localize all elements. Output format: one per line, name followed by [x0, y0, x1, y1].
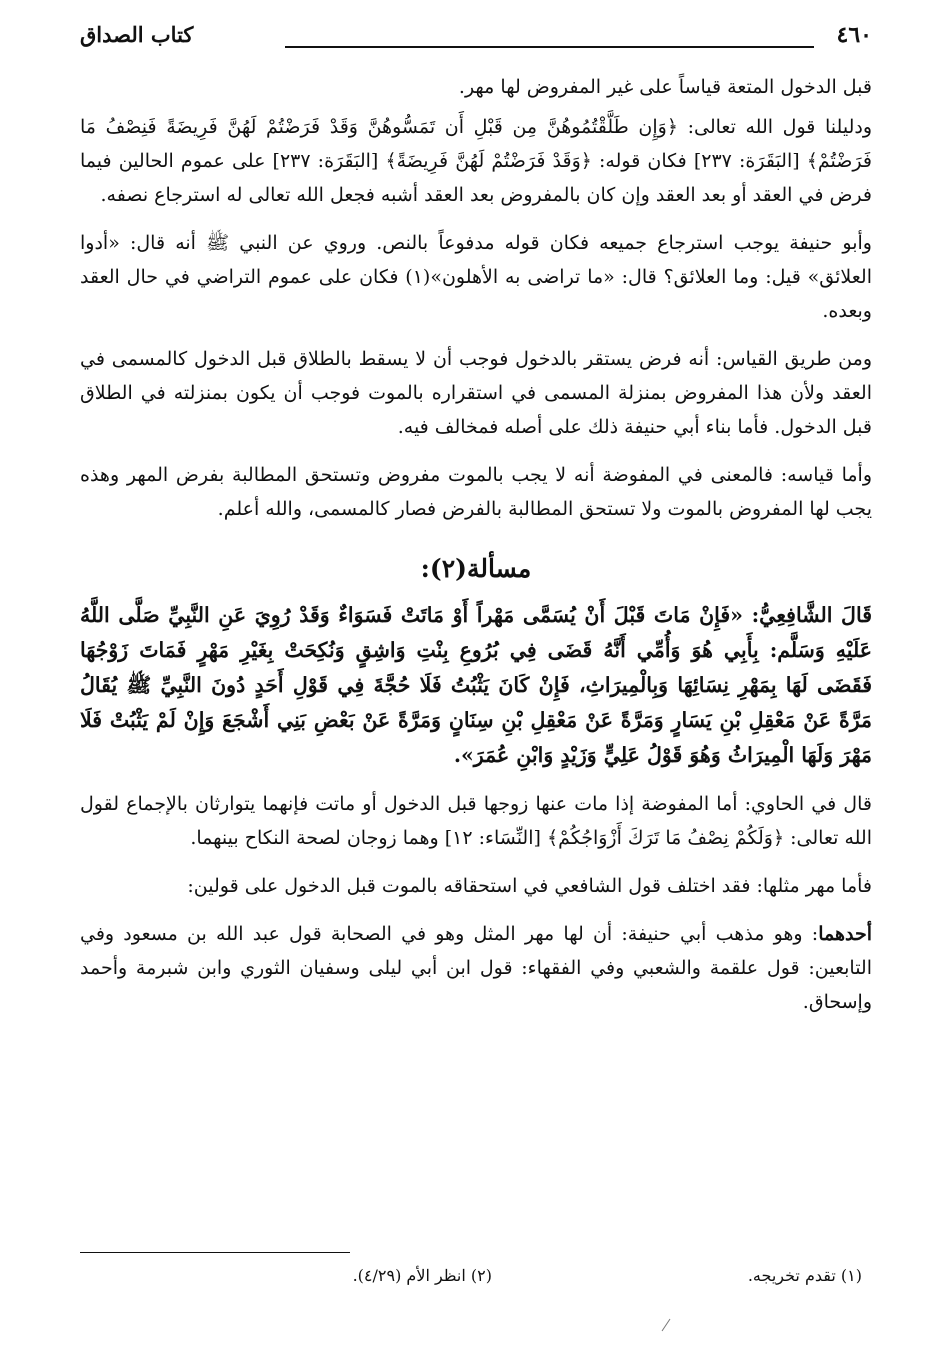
paragraph: قبل الدخول المتعة قياساً على غير المفروض لها مهر. [458, 76, 872, 98]
paragraph: وأبو حنيفة يوجب استرجاع جميعه فكان قوله مدفوعاً بالنص. وروي عن النبي ﷺ أنه قال: «أدوا العلائق» قيل: وما العلائق؟ قال: «ما تراضى به الأهلون»(١) فكان على عموم التراضي في حال العقد وبعده. [80, 232, 872, 322]
paragraph: ومن طريق القياس: أنه فرض يستقر بالدخول فوجب أن لا يسقط بالطلاق قبل الدخول كالمسمى في العقد ولأن هذا المفروض بمنزلة المسمى في استقراره بالموت فوجب أن يكون بمنزلته في الطلاق قبل الدخول. فأما بناء أبي حنيفة ذلك على أصله فمخالف فيه. [80, 348, 872, 438]
body-text [80, 70, 872, 1025]
paragraph-lead: أحدهما [818, 923, 873, 945]
header-rule [285, 46, 814, 48]
paragraph: ودليلنا قول الله تعالى: ﴿وَإِن طَلَّقْتُمُوهُنَّ مِن قَبْلِ أَن تَمَسُّوهُنَّ وَقَدْ فَرَضْتُمْ لَهُنَّ فَرِيضَةً فَنِصْفُ مَا فَرَضْتُمْ﴾ [البَقَرَة: ٢٣٧] فكان قوله: ﴿وَقَدْ فَرَضْتُمْ لَهُنَّ فَرِيضَةً﴾ [البَقَرَة: ٢٣٧] على عموم الحالين فيما فرض في العقد أو بعد العقد وإن كان بالمفروض بعد العقد أشبه فجعل الله تعالى له استرجاع نصفه. [80, 116, 872, 206]
section-heading: مسألة(٢): [420, 554, 532, 583]
paragraph-rest: : وهو مذهب أبي حنيفة: أن لها مهر المثل وهو في الصحابة قول عبد الله بن مسعود وفي التابعين: قول علقمة والشعبي وفي الفقهاء: قول ابن أبي ليلى وسفيان الثوري وابن شبرمة وأحمد وإسحاق. [80, 923, 872, 1013]
running-title: كتاب الصداق [80, 22, 194, 47]
page-number: ٤٦٠ [836, 22, 872, 48]
footnote-rule [80, 1252, 350, 1253]
stray-mark [660, 1318, 672, 1332]
paragraph: فأما مهر مثلها: فقد اختلف قول الشافعي في استحقاقه بالموت قبل الدخول على قولين: [187, 875, 872, 897]
footnote-2: (٢) انظر الأم (٤/٢٩). [352, 1266, 492, 1285]
page-header [80, 22, 872, 56]
footnote-1: (١) تقدم تخريجه. [747, 1266, 862, 1285]
mukhtasar-text: قَالَ الشَّافِعِيُّ: «فَإِنْ مَاتَ قَبْلَ أَنْ يُسَمَّى مَهْراً أَوْ مَاتَتْ فَسَوَاءٌ وَقَدْ رُوِيَ عَنِ النَّبِيِّ صَلَّى اللَّهُ عَلَيْهِ وَسَلَّم: بِأَبِي هُوَ وَأُمِّي أَنَّهُ قَضَى فِي بُرُوعِ بِنْتِ وَاشِقٍ وَنُكِحَتْ بِغَيْرِ مَهْرٍ فَمَاتَ زَوْجُهَا فَقَضَى لَهَا بِمَهْرِ نِسَائِهَا وَبِالْمِيرَاثِ، فَإِنْ كَانَ يَثْبُتُ فَلَا حُجَّةَ فِي قَوْلِ أَحَدٍ دُونَ النَّبِيِّ ﷺ يُقَالُ مَرَّةً عَنْ مَعْقِلِ بْنِ يَسَارٍ وَمَرَّةً عَنْ مَعْقِلِ بْنِ سِنَانٍ وَمَرَّةً عَنْ بَعْضِ بَنِي أَشْجَعَ وَإِنْ لَمْ يَثْبُتْ فَلَا مَهْرَ وَلَهَا الْمِيرَاثُ وَهُوَ قَوْلُ عَلِيٍّ وَزَيْدٍ وَابْنِ عُمَرَ». [80, 603, 872, 767]
paragraph [80, 917, 872, 1019]
footnotes [80, 1266, 872, 1294]
paragraph: قال في الحاوي: أما المفوضة إذا مات عنها زوجها قبل الدخول أو ماتت فإنهما يتوارثان بالإجماع لقول الله تعالى: ﴿وَلَكُمْ نِصْفُ مَا تَرَكَ أَزْوَاجُكُمْ﴾ [النِّسَاء: ١٢] وهما زوجان لصحة النكاح بينهما. [80, 793, 872, 849]
paragraph: وأما قياسه: فالمعنى في المفوضة أنه لا يجب بالموت مفروض وتستحق المطالبة بفرض المهر وهذه يجب لها المفروض بالموت ولا تستحق المطالبة بالفرض فصار كالمسمى، والله أعلم. [80, 464, 872, 520]
